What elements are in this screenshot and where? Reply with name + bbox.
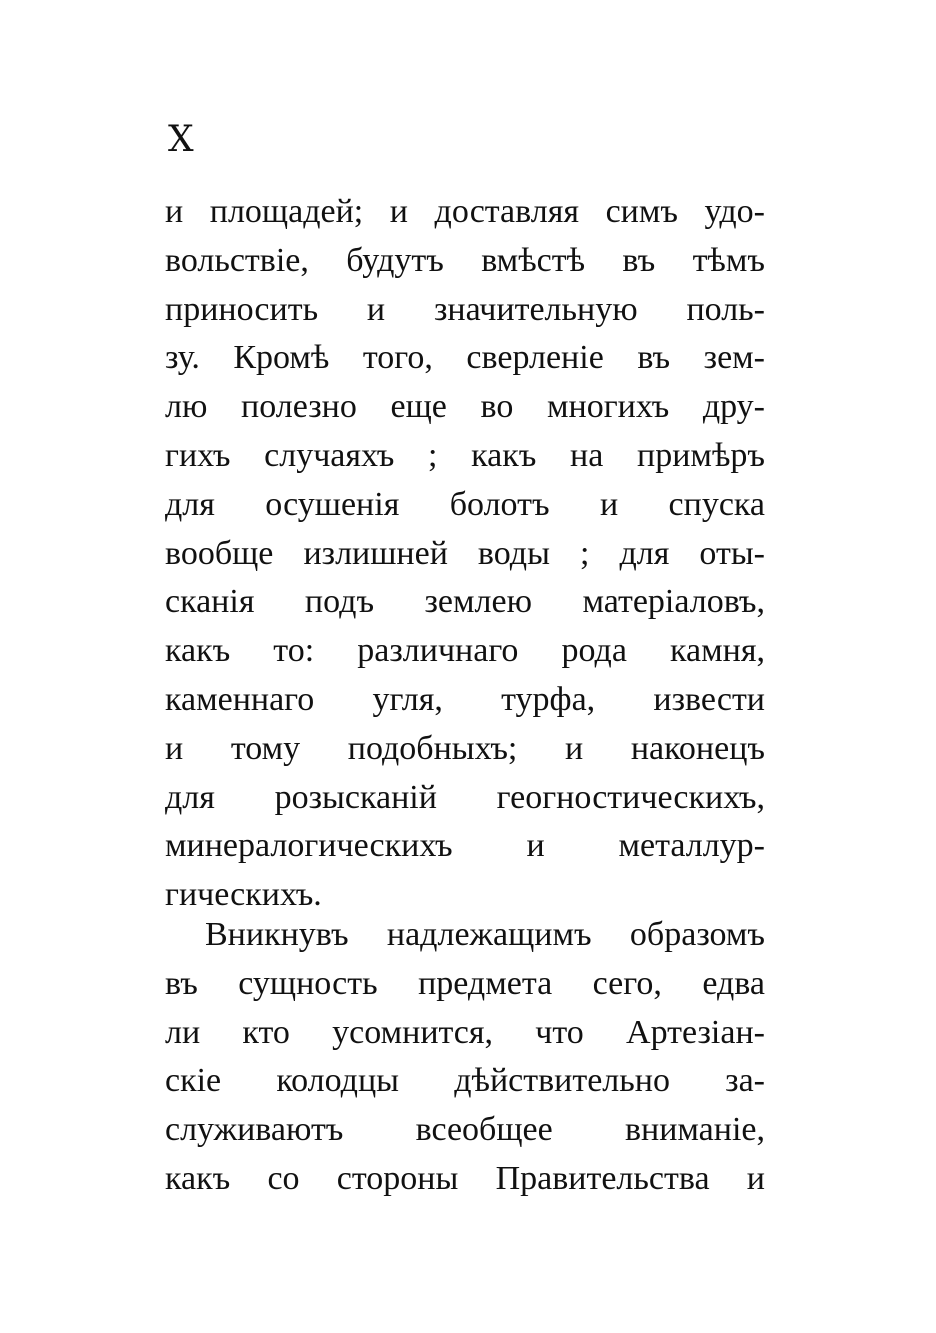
text-line: въ сущность предмета сего, едва <box>165 964 765 1002</box>
text-line: Вникнувъ надлежащимъ образомъ <box>205 916 765 953</box>
text-line: ли кто усомнится, что Артезіан- <box>165 1013 765 1051</box>
text-line: гическихъ. <box>165 876 322 914</box>
text-line: какъ со стороны Правительства и <box>165 1159 765 1197</box>
text-line: сканія подъ землею матеріаловъ, <box>165 583 765 621</box>
text-line: служиваютъ всеобщее вниманіе, <box>165 1111 765 1149</box>
paragraph-1 <box>165 188 765 920</box>
text-line: минералогическихъ и металлур- <box>165 827 765 865</box>
text-line: и площадей; и доставляя симъ удо- <box>165 193 765 230</box>
text-line: каменнаго угля, турфа, извести <box>165 680 765 718</box>
text-line: и тому подобныхъ; и наконецъ <box>165 729 765 767</box>
text-line: для розысканій геогностическихъ, <box>165 778 765 816</box>
text-line: вообще излишней воды ; для оты- <box>165 534 765 572</box>
text-line: скіе колодцы дѣйствительно за- <box>165 1062 765 1100</box>
page-number: X <box>168 119 194 160</box>
text-line: вольствіе, будутъ вмѣстѣ въ тѣмъ <box>165 241 765 279</box>
text-line: для осушенія болотъ и спуска <box>165 485 765 523</box>
text-line: приносить и значительную поль- <box>165 290 765 328</box>
text-line: гихъ случаяхъ ; какъ на примѣръ <box>165 436 765 474</box>
text-line: лю полезно еще во многихъ дру- <box>165 388 765 426</box>
paragraph-2 <box>165 911 765 1204</box>
text-line: зу. Кромѣ того, сверленіе въ зем- <box>165 339 765 377</box>
text-line: какъ то: различнаго рода камня, <box>165 632 765 670</box>
